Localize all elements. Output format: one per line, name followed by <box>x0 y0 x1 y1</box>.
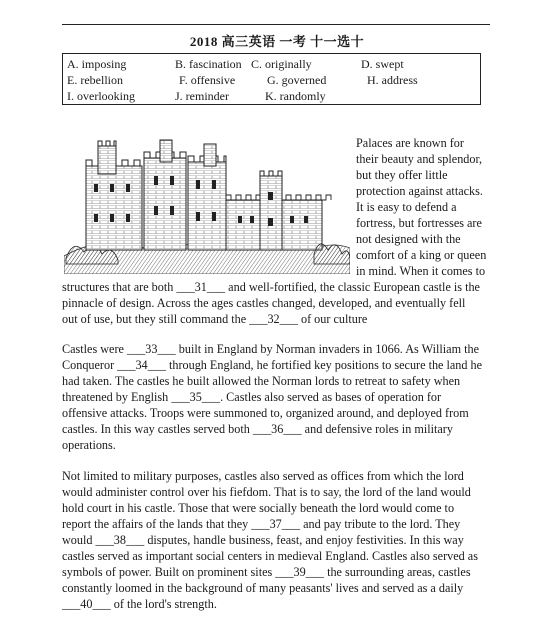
text-line: symbols of power. Built on prominent sites ___39___ the surrounding areas, castles <box>62 565 471 579</box>
text-line: but they offer little <box>356 168 448 182</box>
text-line: comfort of a king or queen <box>356 248 487 262</box>
text-line: offensive attacks. Troops were summoned to, organized around, and deployed from <box>62 406 469 420</box>
text-line: threatened by English ___35___. Castles also served as bases of operation for <box>62 390 442 404</box>
option-j: J. reminder <box>175 89 229 103</box>
text-line: constantly loomed in the background of many peasants' lives and served as a daily <box>62 581 464 595</box>
text-line: pinnacle of design. Across the ages castles changed, developed, and eventually fell <box>62 296 466 310</box>
text-line: hold court in his castle. Those that were socially beneath the lord would come to <box>62 501 455 515</box>
option-i: I. overlooking <box>67 89 135 103</box>
text-line: It is easy to defend a <box>356 200 457 214</box>
text-line: in mind. When it comes to <box>356 264 486 278</box>
text-line: castles. In this way castles served both ___36___ and defensive roles in military <box>62 422 453 436</box>
text-line: out of use, but they still command the ___32___ of our culture <box>62 312 368 326</box>
top-rule <box>62 24 490 25</box>
text-line: their beauty and splendor, <box>356 152 483 166</box>
option-b: B. fascination <box>175 57 242 71</box>
text-line: would administer control over his fiefdom. That is to say, the lord of the land would <box>62 485 471 499</box>
option-h: H. address <box>367 73 418 87</box>
option-g: G. governed <box>267 73 327 87</box>
text-line: ___40___ of the lord's strength. <box>62 597 217 611</box>
option-a: A. imposing <box>67 57 127 71</box>
text-line: Conqueror ___34___ through England, he fortified key positions to secure the land he <box>62 358 483 372</box>
text-line: fortress, but fortresses are <box>356 216 482 230</box>
page-title: 2018 高三英语 一考 十一选十 <box>189 34 365 49</box>
text-line: Castles were ___33___ built in England by Norman invaders in 1066. As William the <box>62 342 479 356</box>
option-d: D. swept <box>361 57 404 71</box>
text-line: report the affairs of the lands that they ___37___ and pay tribute to the lord. They <box>62 517 461 531</box>
option-c: C. originally <box>251 57 312 71</box>
text-line: castles served as important social centers in medieval England. Castles also served as <box>62 549 478 563</box>
text-line: structures that are both ___31___ and well-fortified, the classic European castle is the <box>62 280 480 294</box>
castle-illustration <box>64 136 350 274</box>
option-e: E. rebellion <box>67 73 123 87</box>
text-line: Not limited to military purposes, castles also served as offices from which the lord <box>62 469 464 483</box>
word-bank-box <box>62 53 481 105</box>
option-f: F. offensive <box>179 73 236 87</box>
text-line: Palaces are known for <box>356 136 464 150</box>
text-line: operations. <box>62 438 116 452</box>
text-line: protection against attacks. <box>356 184 483 198</box>
option-k: K. randomly <box>265 89 326 103</box>
text-line: would ___38___ disputes, handle business, feast, and enjoy festivities. In this way <box>62 533 464 547</box>
text-line: not designed with the <box>356 232 461 246</box>
text-line: had taken. The castles he built allowed the Norman lords to retreat to safety when <box>62 374 461 388</box>
